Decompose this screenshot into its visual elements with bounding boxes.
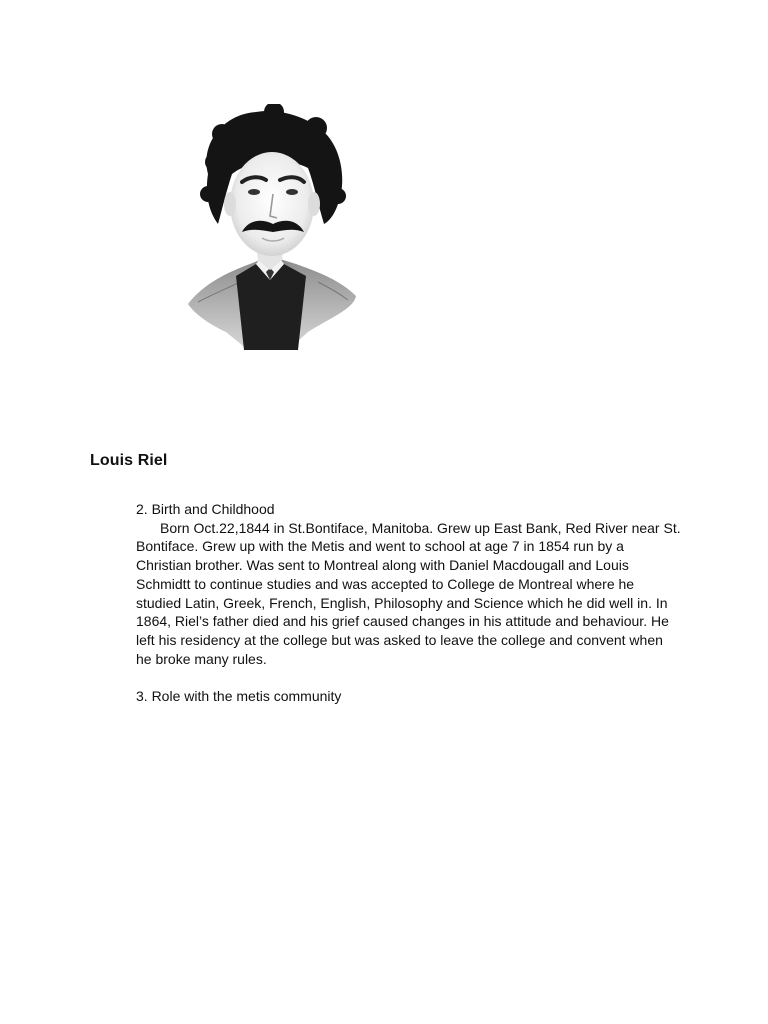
section-heading-birth: 2. Birth and Childhood	[136, 501, 275, 517]
portrait-photo	[178, 104, 368, 350]
portrait-photo-icon	[178, 104, 368, 350]
section-text-birth: Born Oct.22,1844 in St.Bontiface, Manitoba. Grew up East Bank, Red River near St. Bontiface. Grew up with the Metis and went to school at age 7 in 1854 run by a Christian brother. Was sent to Montreal along with Daniel Macdougall and Louis Schmidtt to continue studies and was accepted to College de Montreal where he studied Latin, Greek, French, English, Philosophy and Science which he did well in. In 1864, Riel’s father died and his grief caused changes in his attitude and behaviour. He left his residency at the college but was asked to leave the college and convent when he broke many rules.	[136, 519, 681, 667]
section-heading-role: 3. Role with the metis community	[136, 688, 342, 705]
section-paragraph-birth	[136, 519, 681, 669]
document-body	[136, 500, 681, 706]
document-title: Louis Riel	[90, 452, 168, 469]
paragraph-spacer	[136, 668, 681, 687]
